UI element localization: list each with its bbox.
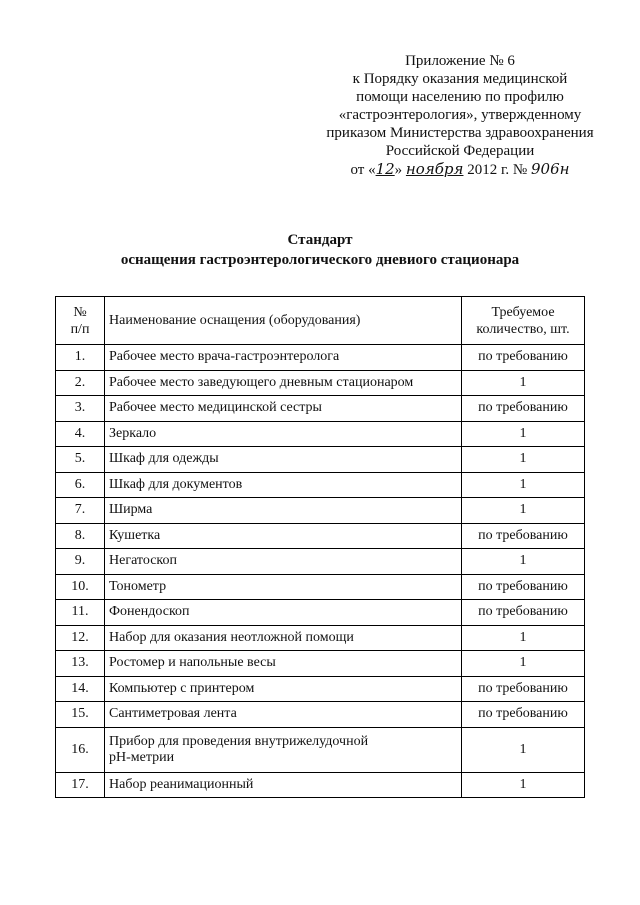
table-row <box>56 702 585 728</box>
row-qty: 1 <box>462 447 585 473</box>
row-num: 7. <box>56 498 105 524</box>
table-row <box>56 727 585 772</box>
table-row <box>56 447 585 473</box>
row-num: 17. <box>56 772 105 798</box>
handwritten-month: ноября <box>405 160 464 178</box>
row-qty: 1 <box>462 651 585 677</box>
order-date-line <box>300 160 620 179</box>
row-num: 12. <box>56 625 105 651</box>
row-num: 16. <box>56 727 105 772</box>
table-row <box>56 421 585 447</box>
header-num: № п/п <box>56 297 105 345</box>
row-qty: 1 <box>462 727 585 772</box>
row-name: Зеркало <box>105 421 462 447</box>
row-qty: по требованию <box>462 702 585 728</box>
handwritten-order-number: 906н <box>531 160 570 178</box>
row-qty: по требованию <box>462 396 585 422</box>
appendix-line: к Порядку оказания медицинской <box>352 71 568 87</box>
table-row <box>56 472 585 498</box>
table-row <box>56 549 585 575</box>
row-name: Набор реанимационный <box>105 772 462 798</box>
row-name: Набор для оказания неотложной помощи <box>105 625 462 651</box>
row-name: Ширма <box>105 498 462 524</box>
table-row <box>56 651 585 677</box>
row-num: 3. <box>56 396 105 422</box>
date-mid: » <box>394 162 403 178</box>
row-name-line: Прибор для проведения внутрижелудочной <box>109 733 369 749</box>
row-num: 4. <box>56 421 105 447</box>
row-qty: по требованию <box>462 345 585 371</box>
row-qty: 1 <box>462 472 585 498</box>
row-name: Рабочее место врача-гастроэнтеролога <box>105 345 462 371</box>
row-qty: 1 <box>462 370 585 396</box>
row-num: 14. <box>56 676 105 702</box>
row-qty: по требованию <box>462 600 585 626</box>
row-name: Шкаф для документов <box>105 472 462 498</box>
table-row <box>56 600 585 626</box>
row-name: Сантиметровая лента <box>105 702 462 728</box>
table-row <box>56 498 585 524</box>
table-row <box>56 625 585 651</box>
row-num: 10. <box>56 574 105 600</box>
row-qty: 1 <box>462 498 585 524</box>
row-name: Фонендоскоп <box>105 600 462 626</box>
header-qty: Требуемое количество, шт. <box>462 297 585 345</box>
row-name: Тонометр <box>105 574 462 600</box>
row-qty: 1 <box>462 772 585 798</box>
table-header-row <box>56 297 585 345</box>
row-name: Компьютер с принтером <box>105 676 462 702</box>
appendix-line: Российской Федерации <box>385 143 535 159</box>
row-num: 2. <box>56 370 105 396</box>
table-row <box>56 370 585 396</box>
row-name: Рабочее место заведующего дневным стационаром <box>105 370 462 396</box>
row-num: 5. <box>56 447 105 473</box>
row-name: Негатоскоп <box>105 549 462 575</box>
document-subtitle: оснащения гастроэнтерологического дневиого стационара <box>120 252 520 268</box>
appendix-line: приказом Министерства здравоохранения <box>326 125 594 141</box>
table-row <box>56 574 585 600</box>
row-name-line: рН-метрии <box>109 749 175 765</box>
row-num: 9. <box>56 549 105 575</box>
row-qty: 1 <box>462 549 585 575</box>
row-qty: 1 <box>462 625 585 651</box>
row-qty: по требованию <box>462 676 585 702</box>
table-row <box>56 396 585 422</box>
year-text: 2012 г. № <box>467 162 528 178</box>
row-num: 1. <box>56 345 105 371</box>
appendix-line: помощи населению по профилю <box>356 89 564 105</box>
row-name: Ростомер и напольные весы <box>105 651 462 677</box>
row-num: 11. <box>56 600 105 626</box>
row-num: 8. <box>56 523 105 549</box>
row-num: 6. <box>56 472 105 498</box>
row-name: Рабочее место медицинской сестры <box>105 396 462 422</box>
document-title: Стандарт <box>287 232 353 248</box>
table-row <box>56 523 585 549</box>
row-num: 13. <box>56 651 105 677</box>
header-name: Наименование оснащения (оборудования) <box>105 297 462 345</box>
equipment-table <box>55 296 585 798</box>
row-name: Кушетка <box>105 523 462 549</box>
row-name: Шкаф для одежды <box>105 447 462 473</box>
row-qty: по требованию <box>462 574 585 600</box>
row-qty: по требованию <box>462 523 585 549</box>
table-row <box>56 345 585 371</box>
appendix-line: «гастроэнтерология», утвержденному <box>338 107 582 123</box>
row-qty: 1 <box>462 421 585 447</box>
row-name <box>105 727 462 772</box>
table-row <box>56 676 585 702</box>
date-prefix: от « <box>350 162 376 178</box>
appendix-line: Приложение № 6 <box>405 53 515 69</box>
handwritten-day: 12 <box>375 160 395 178</box>
appendix-header <box>300 52 620 179</box>
row-num: 15. <box>56 702 105 728</box>
table-row <box>56 772 585 798</box>
